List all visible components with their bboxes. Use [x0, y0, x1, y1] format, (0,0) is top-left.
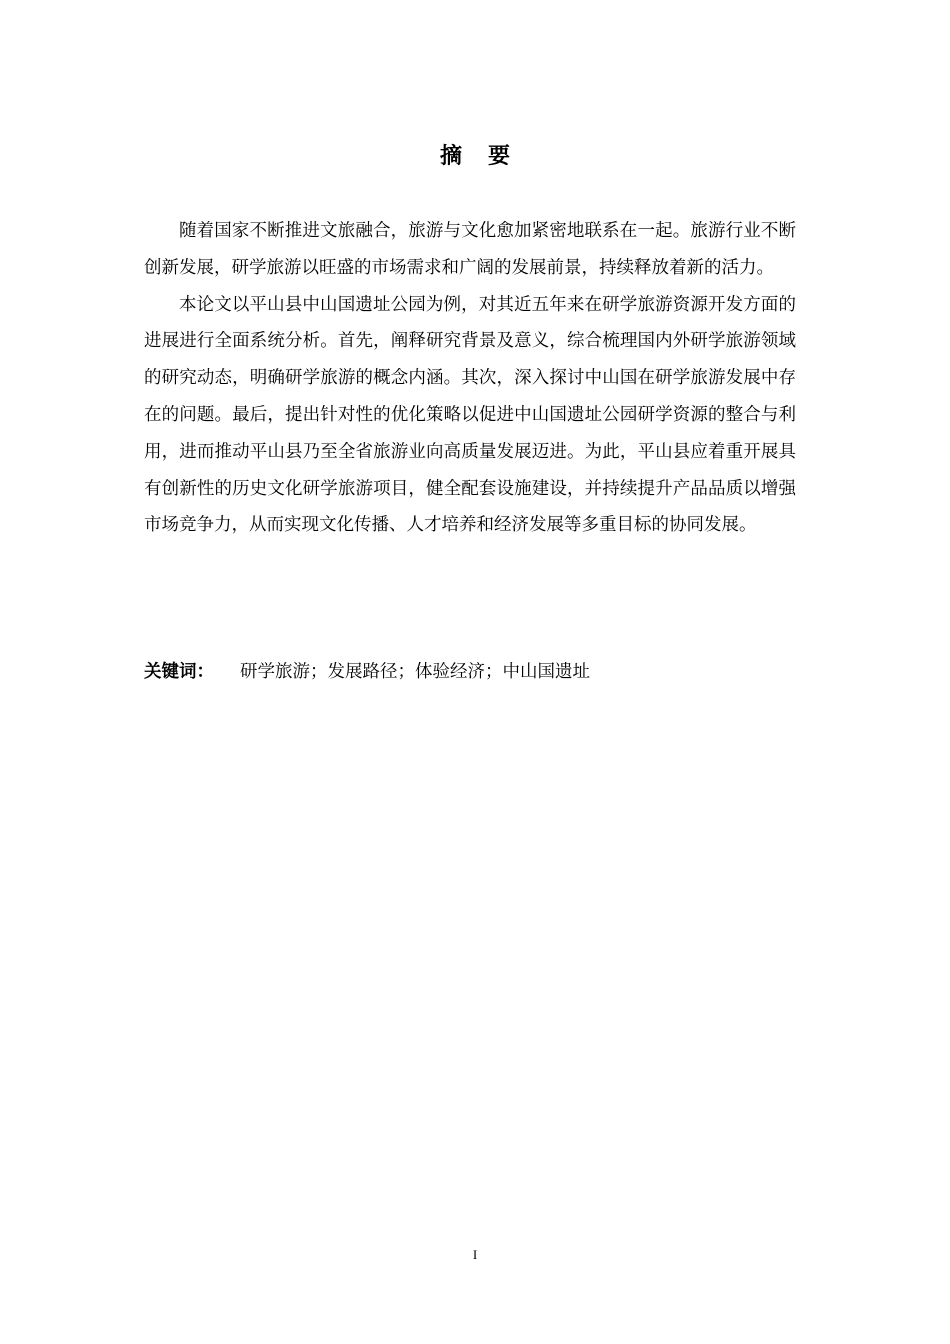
abstract-paragraph-1: 随着国家不断推进文旅融合，旅游与文化愈加紧密地联系在一起。旅游行业不断创新发展，研学旅游以旺盛的市场需求和广阔的发展前景，持续释放着新的活力。: [144, 221, 796, 278]
page-title: 摘要: [439, 143, 536, 169]
keywords-line: [144, 656, 796, 688]
abstract-body: [144, 213, 796, 544]
abstract-paragraph-2: 本论文以平山县中山国遗址公园为例，对其近五年来在研学旅游资源开发方面的进展进行全面系统分析。首先，阐释研究背景及意义，综合梳理国内外研学旅游领域的研究动态，明确研学旅游的概念内涵。其次，深入探讨中山国在研学旅游发展中存在的问题。最后，提出针对性的优化策略以促进中山国遗址公园研学资源的整合与利用，进而推动平山县乃至全省旅游业向高质量发展迈进。为此，平山县应着重开展具有创新性的历史文化研学旅游项目，健全配套设施建设，并持续提升产品品质以增强市场竞争力，从而实现文化传播、人才培养和经济发展等多重目标的协同发展。: [144, 294, 796, 536]
page-number: I: [472, 1247, 478, 1262]
keywords-text: 研学旅游；发展路径；体验经济；中山国遗址: [240, 662, 590, 682]
keywords-label: 关键词：: [144, 662, 214, 682]
